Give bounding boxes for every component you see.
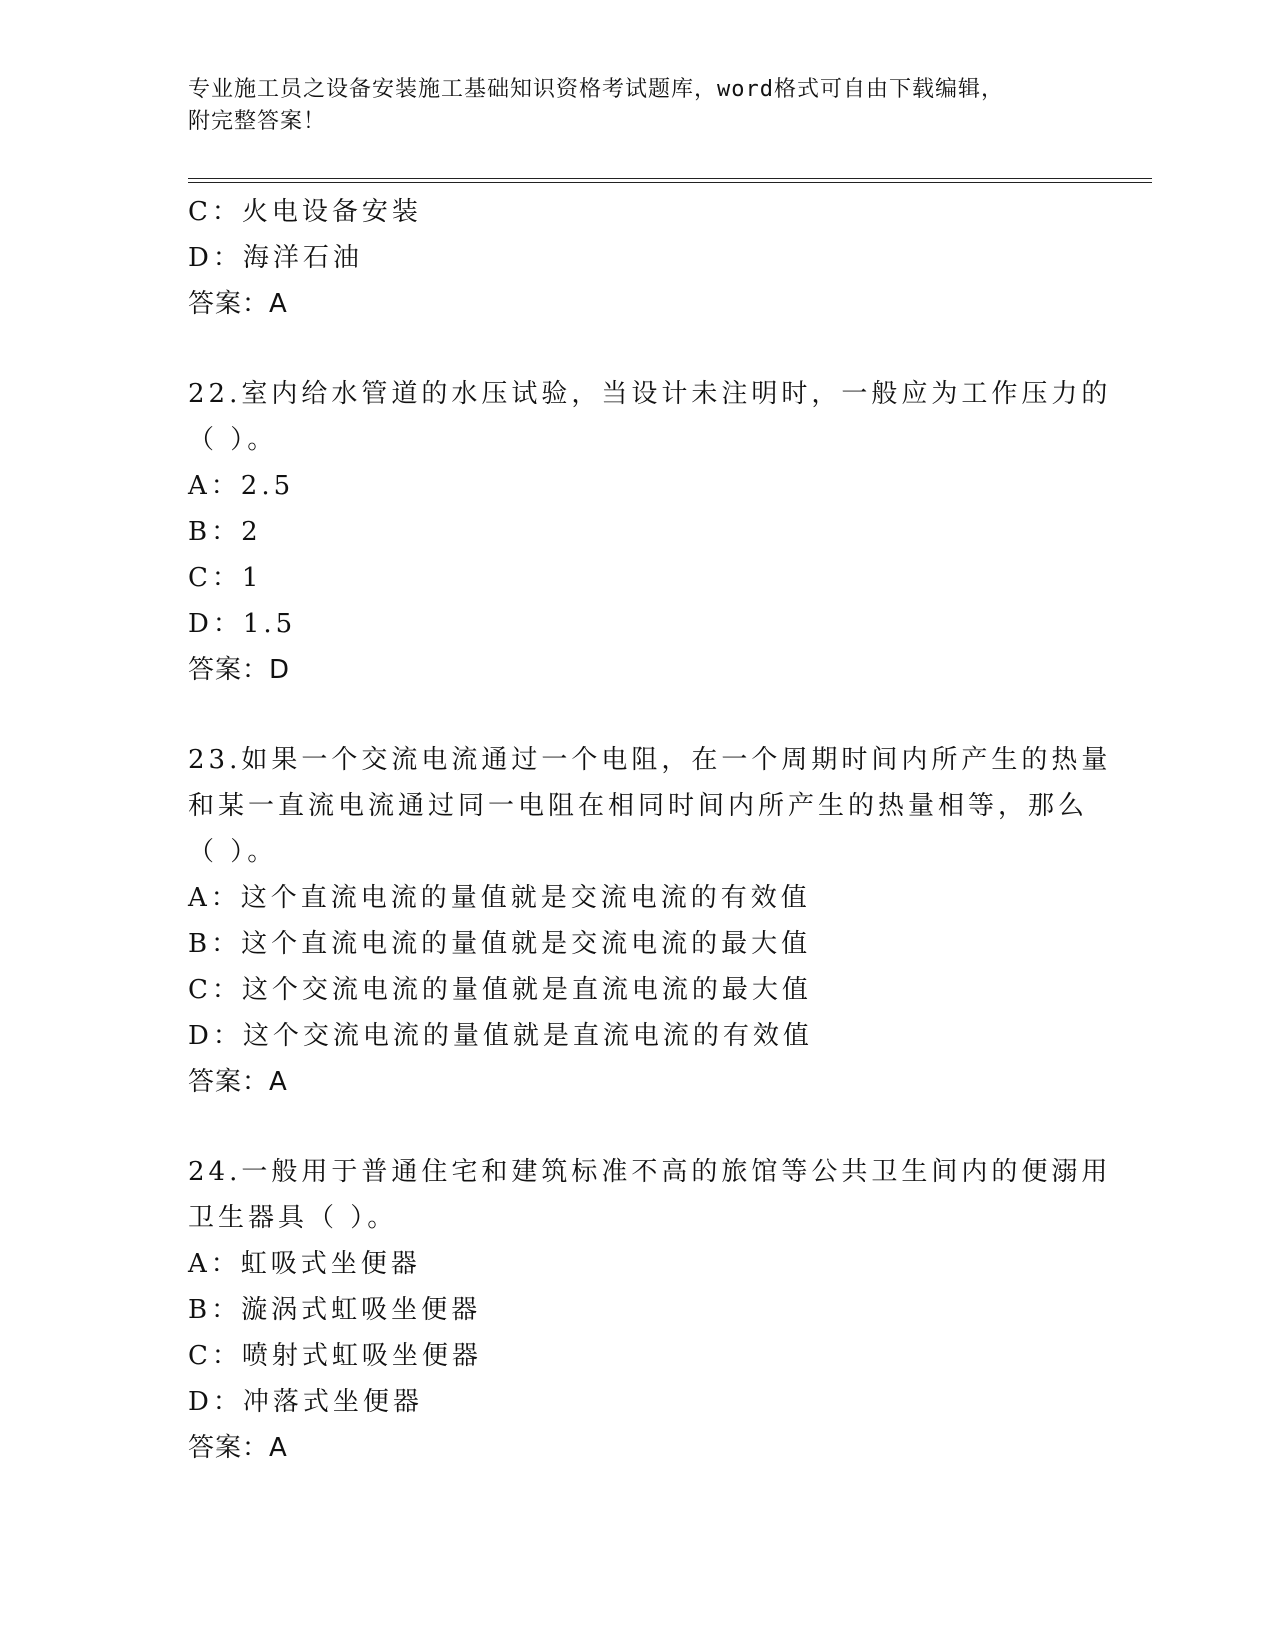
option-c: C：喷射式虹吸坐便器 bbox=[188, 1341, 482, 1371]
answer-line: 答案：D bbox=[188, 655, 291, 685]
option-c: C：1 bbox=[188, 563, 263, 593]
spacer bbox=[188, 327, 1088, 371]
question-23 bbox=[188, 737, 1112, 1105]
question-stem: 卫生器具（ ）。 bbox=[188, 1203, 398, 1233]
option-b: B：2 bbox=[188, 517, 262, 547]
answer-line: 答案：A bbox=[188, 1067, 288, 1097]
document-header bbox=[188, 74, 1068, 138]
option-a: A：2.5 bbox=[188, 471, 295, 501]
option-d: D：海洋石油 bbox=[188, 243, 363, 273]
question-stem: 22.室内给水管道的水压试验，当设计未注明时，一般应为工作压力的 bbox=[188, 379, 1112, 409]
spacer bbox=[188, 693, 1088, 737]
option-c: C：火电设备安装 bbox=[188, 197, 422, 227]
question-stem: （ ）。 bbox=[188, 425, 278, 455]
option-c: C：这个交流电流的量值就是直流电流的最大值 bbox=[188, 975, 812, 1005]
answer-line: 答案：A bbox=[188, 1433, 288, 1463]
option-d: D：这个交流电流的量值就是直流电流的有效值 bbox=[188, 1021, 813, 1051]
option-b: B：漩涡式虹吸坐便器 bbox=[188, 1295, 482, 1325]
header-divider-bottom bbox=[188, 182, 1152, 183]
question-stem: （ ）。 bbox=[188, 837, 278, 867]
question-stem: 24.一般用于普通住宅和建筑标准不高的旅馆等公共卫生间内的便溺用 bbox=[188, 1157, 1112, 1187]
question-21-continued bbox=[188, 189, 1088, 327]
question-content bbox=[188, 189, 1112, 1471]
question-22 bbox=[188, 371, 1112, 693]
option-d: D：冲落式坐便器 bbox=[188, 1387, 423, 1417]
header-line-1: 专业施工员之设备安装施工基础知识资格考试题库，word格式可自由下载编辑， bbox=[188, 77, 1004, 102]
option-b: B：这个直流电流的量值就是交流电流的最大值 bbox=[188, 929, 812, 959]
option-a: A：这个直流电流的量值就是交流电流的有效值 bbox=[188, 883, 811, 913]
question-24 bbox=[188, 1149, 1112, 1471]
header-line-2: 附完整答案！ bbox=[188, 109, 327, 134]
question-stem: 23.如果一个交流电流通过一个电阻，在一个周期时间内所产生的热量 bbox=[188, 745, 1112, 775]
option-a: A：虹吸式坐便器 bbox=[188, 1249, 421, 1279]
spacer bbox=[188, 1105, 1088, 1149]
answer-line: 答案：A bbox=[188, 289, 288, 319]
option-d: D：1.5 bbox=[188, 609, 297, 639]
header-divider-top bbox=[188, 178, 1152, 179]
question-stem: 和某一直流电流通过同一电阻在相同时间内所产生的热量相等，那么 bbox=[188, 791, 1089, 821]
